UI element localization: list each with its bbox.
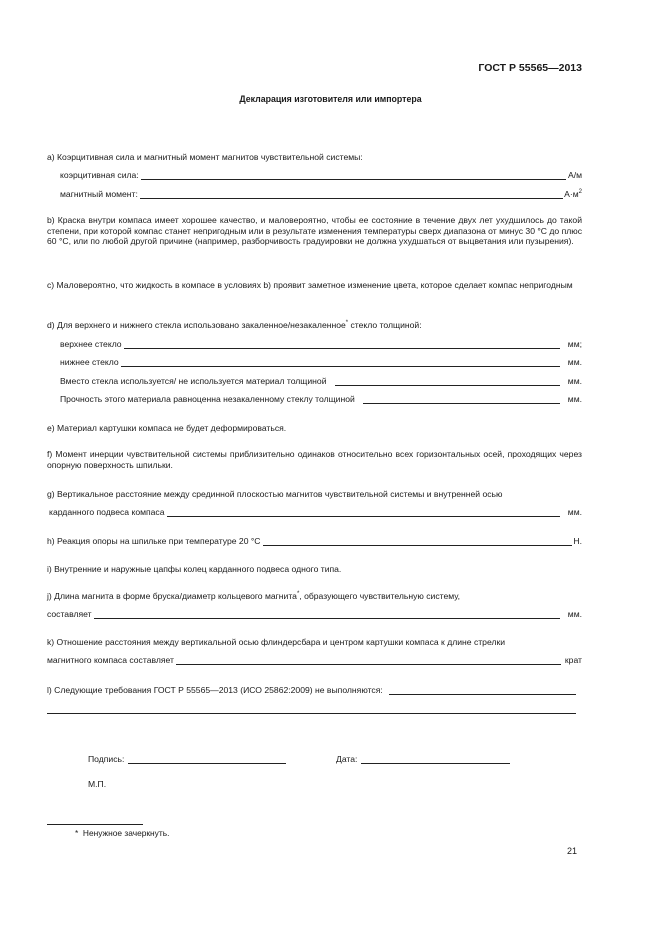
gimbal-row: [49, 507, 582, 518]
item-j-text-main: j) Длина магнита в форме бруска/диаметр кольцевого магнита: [47, 591, 297, 601]
magnet-length-row: [47, 609, 582, 620]
item-h-label: h) Реакция опоры на шпильке при температуре 20 °C: [47, 536, 261, 547]
item-c: c) Маловероятно, что жидкость в компасе в условиях b) проявит заметное изменение цвета, которое сделает компас непригодным: [47, 280, 573, 290]
magnetic-moment-field[interactable]: [140, 189, 563, 199]
item-j-text: [47, 591, 460, 602]
upper-glass-label: верхнее стекло: [60, 339, 122, 350]
seal-label: М.П.: [88, 779, 107, 789]
coercive-force-row: [60, 170, 582, 181]
footnote-divider: [47, 824, 143, 825]
gimbal-field[interactable]: [167, 507, 560, 517]
signature-row: [88, 754, 286, 765]
magnet-length-unit: мм.: [567, 609, 582, 620]
item-b: b) Краска внутри компаса имеет хорошее качество, и маловероятно, чтобы ее состояние в течение двух лет ухудшилось до такой степени, при которой компас станет непригодным или в результате изменения температуры сверх диапазона от минус 30 °C до плюс 60 °C, или по любой другой причине (например, разборчивость градуировки не должна ухудшаться от выцветания или пузырения).: [47, 215, 582, 247]
footnote: [75, 828, 169, 839]
upper-glass-row: [60, 339, 582, 350]
noncompliance-row-2: [47, 704, 576, 714]
page-number: 21: [566, 846, 577, 856]
strength-field[interactable]: [363, 394, 560, 404]
date-field[interactable]: [361, 754, 510, 764]
item-d-text-main: d) Для верхнего и нижнего стекла использовано закаленное/незакаленное: [47, 320, 346, 330]
signature-field[interactable]: [128, 754, 286, 764]
lower-glass-field[interactable]: [121, 357, 560, 367]
ratio-row: [47, 655, 582, 666]
date-label: Дата:: [336, 754, 358, 765]
item-l-label: l) Следующие требования ГОСТ Р 55565—2013 (ИСО 25862:2009) не выполняются:: [47, 685, 383, 696]
magnet-length-label: составляет: [47, 609, 92, 620]
coercive-force-label: коэрцитивная сила:: [60, 170, 139, 181]
ratio-label: магнитного компаса составляет: [47, 655, 174, 666]
strength-row: [60, 394, 582, 405]
item-j: [47, 591, 582, 602]
item-e: [47, 423, 582, 434]
ratio-field[interactable]: [176, 655, 561, 665]
item-l: [47, 685, 576, 696]
strength-label: Прочность этого материала равноценна незакаленному стеклу толщиной: [60, 394, 355, 405]
item-h: [47, 536, 582, 547]
noncompliance-field-2[interactable]: [47, 704, 576, 714]
upper-glass-unit: мм;: [567, 339, 582, 350]
item-j-text-after: , образующего чувствительную систему,: [299, 591, 461, 601]
instead-glass-label: Вместо стекла используется/ не используется материал толщиной: [60, 376, 327, 387]
instead-glass-field[interactable]: [335, 376, 560, 386]
upper-glass-field[interactable]: [124, 339, 560, 349]
date-row: [336, 754, 510, 765]
item-i-text: i) Внутренние и наружные цапфы колец карданного подвеса одного типа.: [47, 564, 342, 574]
item-a: [47, 152, 582, 163]
moment-unit-sup: 2: [578, 189, 582, 196]
item-a-text: a) Коэрцитивная сила и магнитный момент магнитов чувствительной системы:: [47, 152, 363, 162]
footnote-text: Ненужное зачеркнуть.: [82, 828, 170, 838]
footnote-ref: *: [345, 320, 349, 327]
lower-glass-label: нижнее стекло: [60, 357, 119, 368]
noncompliance-field[interactable]: [389, 685, 576, 695]
item-i: [47, 564, 582, 575]
item-d: [47, 320, 582, 331]
instead-glass-unit: мм.: [567, 376, 582, 387]
footnote-mark: *: [75, 828, 79, 838]
page-title: Декларация изготовителя или импортера: [239, 94, 422, 104]
coercive-force-field[interactable]: [141, 170, 566, 180]
item-f: f) Момент инерции чувствительной системы приблизительно одинаков относительно всех горизонтальных осей, проходящих через опорную поверхность шпильки.: [47, 449, 582, 470]
magnetic-moment-unit: [564, 189, 582, 200]
magnetic-moment-row: [60, 189, 582, 200]
magnet-length-field[interactable]: [94, 609, 560, 619]
item-g: [47, 489, 582, 500]
item-d-text: [47, 320, 422, 331]
magnetic-moment-label: магнитный момент:: [60, 189, 138, 200]
ratio-unit: крат: [564, 655, 582, 666]
pivot-reaction-field[interactable]: [263, 536, 573, 546]
item-g-text: g) Вертикальное расстояние между срединной плоскостью магнитов чувствительной системы и внутренней осью: [47, 489, 503, 499]
footnote-ref: *: [296, 591, 300, 598]
item-d-text-after: стекло толщиной:: [348, 320, 422, 330]
gimbal-unit: мм.: [567, 507, 582, 518]
coercive-force-unit: А/м: [567, 170, 582, 181]
moment-unit-base: А·м: [564, 189, 579, 200]
item-k-text: k) Отношение расстояния между вертикальной осью флиндерсбара и центром картушки компаса к длине стрелки: [47, 637, 506, 647]
standard-number: ГОСТ Р 55565—2013: [478, 62, 582, 74]
gimbal-label: карданного подвеса компаса: [49, 507, 165, 518]
item-e-text: e) Материал картушки компаса не будет деформироваться.: [47, 423, 287, 433]
lower-glass-unit: мм.: [567, 357, 582, 368]
signature-label: Подпись:: [88, 754, 125, 765]
lower-glass-row: [60, 357, 582, 368]
strength-unit: мм.: [567, 394, 582, 405]
pivot-reaction-unit: Н.: [573, 536, 582, 547]
instead-glass-row: [60, 376, 582, 387]
item-k: [47, 637, 582, 648]
